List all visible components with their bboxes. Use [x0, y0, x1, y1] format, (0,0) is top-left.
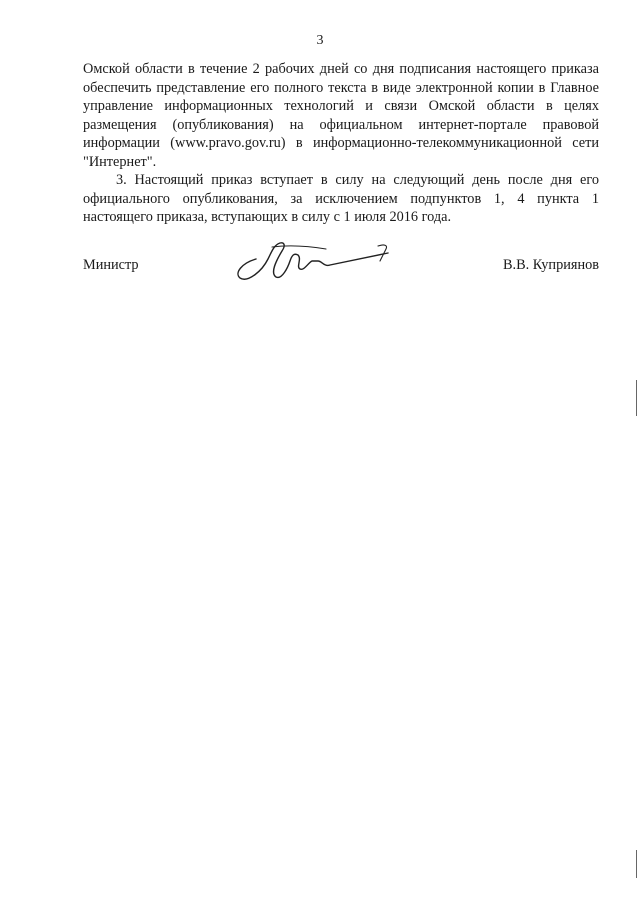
- page-number: 3: [316, 33, 324, 48]
- signer-title: Министр: [83, 257, 139, 273]
- handwritten-signature: [228, 237, 398, 285]
- paragraph-continuation: Омской области в течение 2 рабочих дней со дня подписания настоящего приказа обеспечить представление его полного текста в виде электронной копии в Главное управление информационных технологий и связи Омской области в целях размещения (опубликования) на официальном интернет-портале правовой информации (www.pravo.gov.ru) в информационно-телекоммуникационной сети "Интернет".: [83, 61, 599, 170]
- paragraph-item-3: 3. Настоящий приказ вступает в силу на следующий день после дня его официального опубликования, за исключением подпунктов 1, 4 пункта 1 настоящего приказа, вступающих в силу с 1 июля 2016 года.: [83, 172, 599, 225]
- signature-block: [83, 245, 599, 295]
- scan-edge-mark: [636, 380, 637, 416]
- scan-edge-mark: [636, 850, 637, 878]
- document-body: [83, 60, 599, 227]
- signer-name: В.В. Куприянов: [503, 257, 599, 273]
